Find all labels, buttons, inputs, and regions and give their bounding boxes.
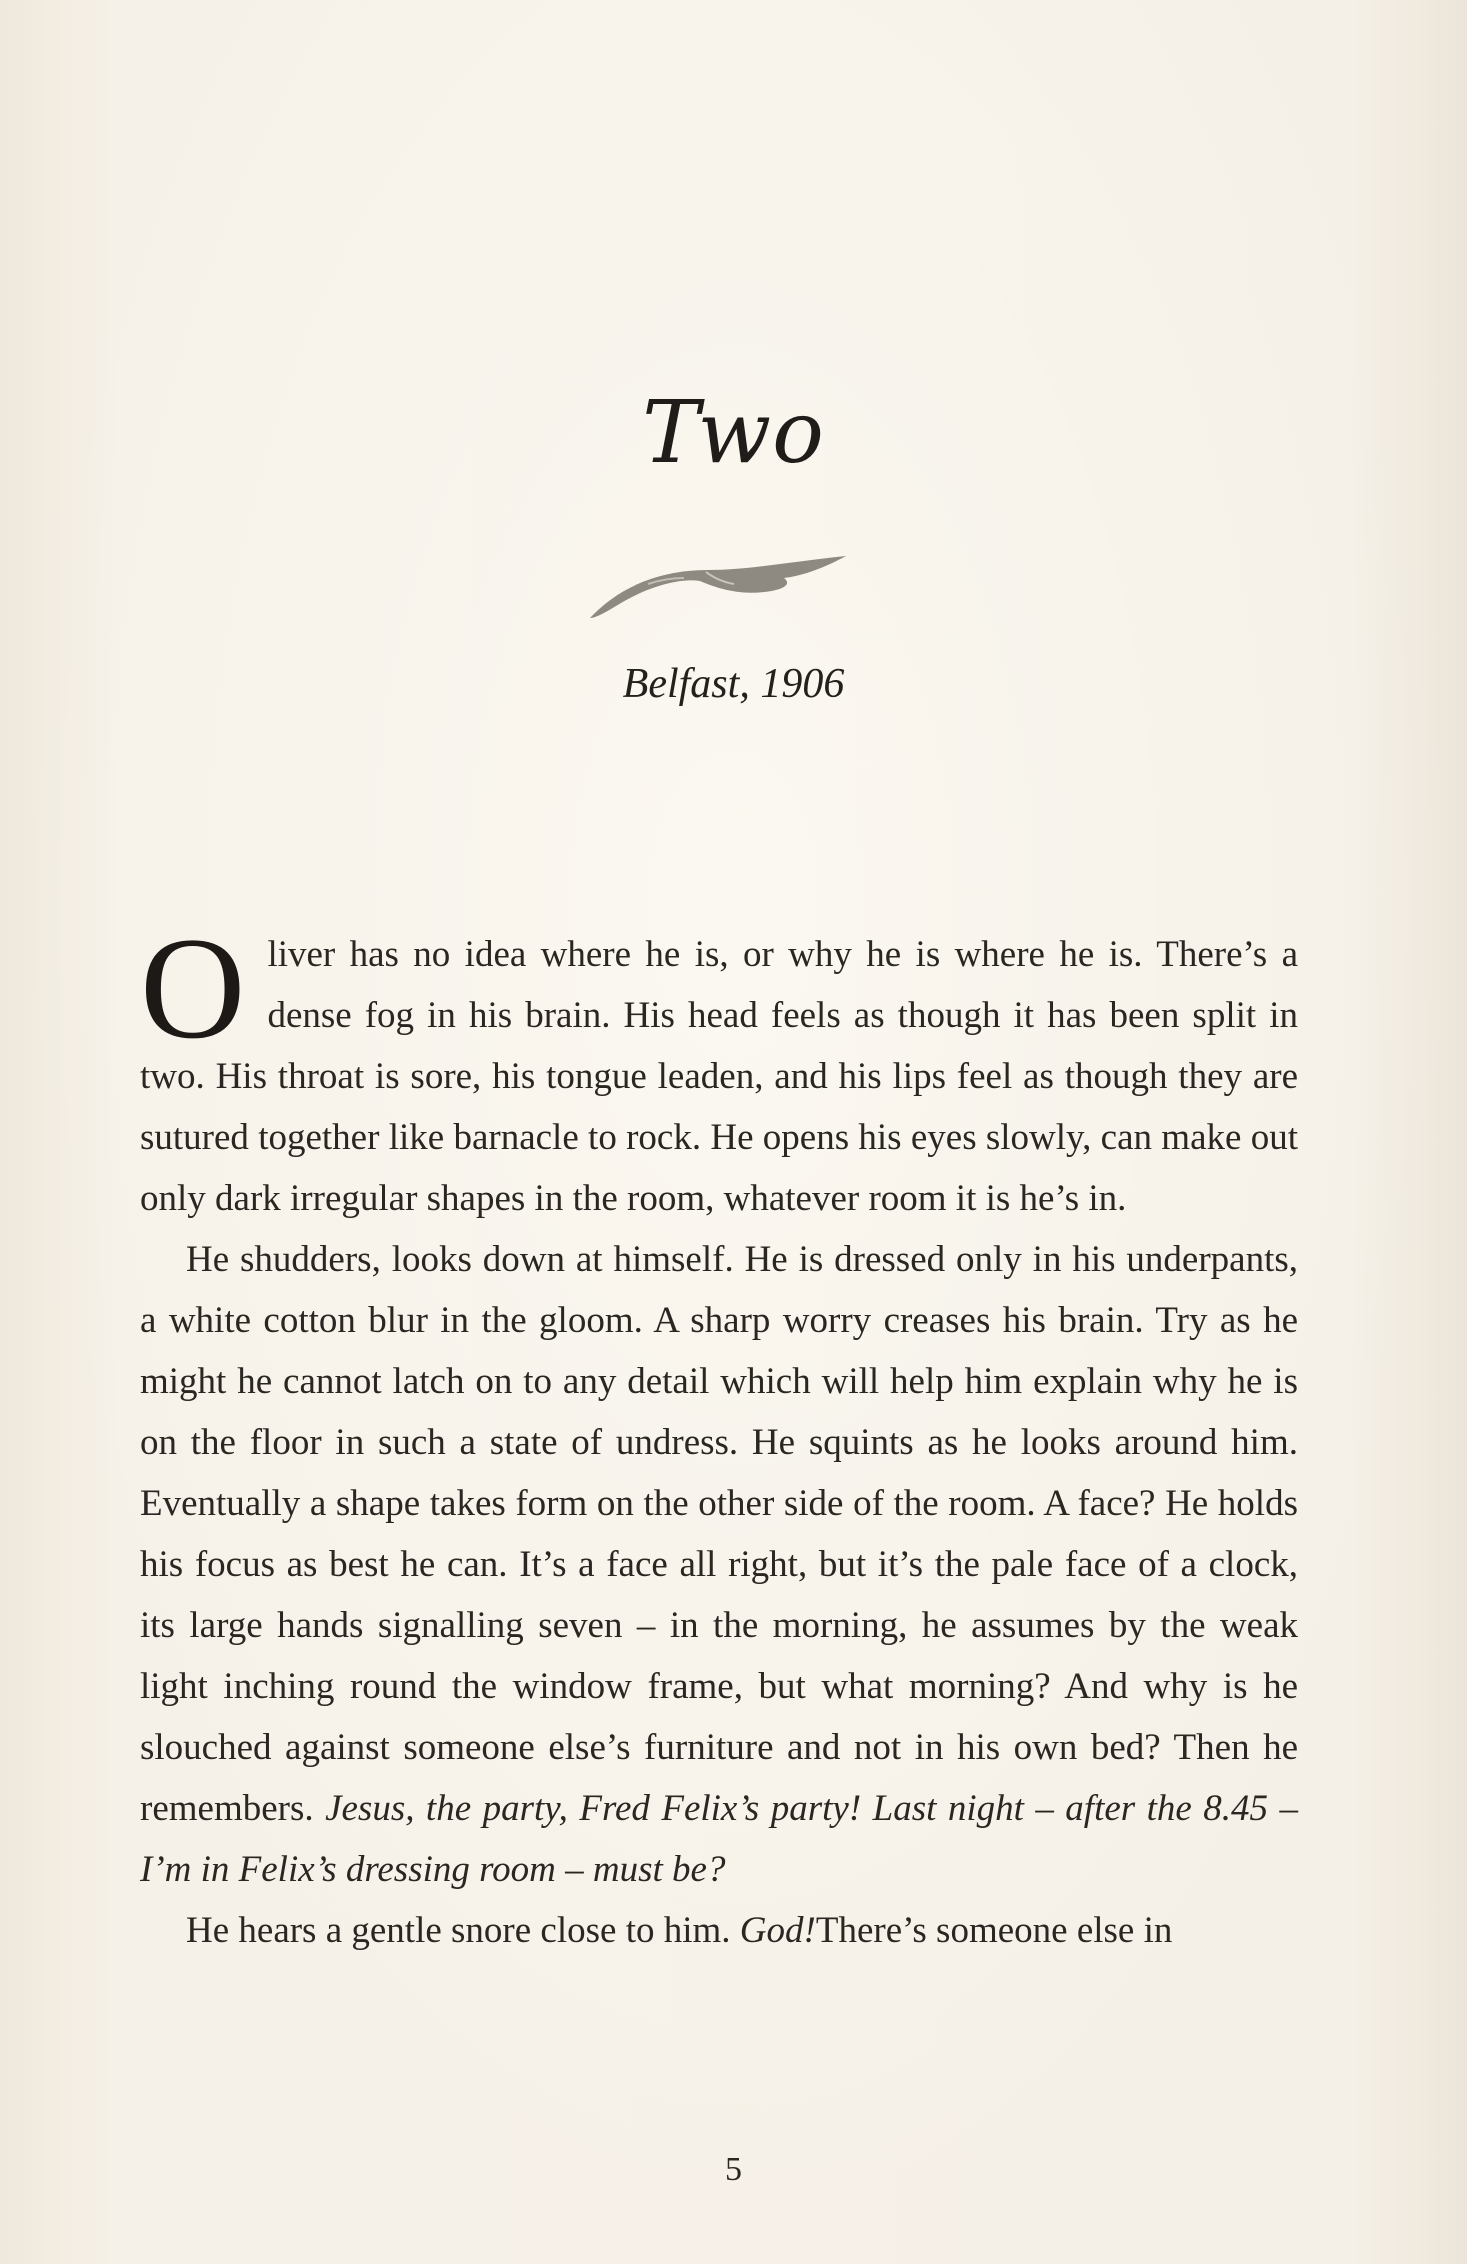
- paragraph-2-italic: Jesus, the party, Fred Felix’s party! Last night – after the 8.45 – I’m in Felix’s dressing room – must be?: [140, 1788, 1298, 1890]
- paragraph-1: [140, 907, 1298, 1229]
- chapter-subtitle: Belfast, 1906: [622, 661, 845, 707]
- drop-cap: O: [140, 907, 246, 1069]
- paragraph-3: [140, 1900, 1298, 1961]
- paragraph-2-text: He shudders, looks down at himself. He is dressed only in his underpants, a white cotton blur in the gloom. A sharp worry creases his brain. Try as he might he cannot latch on to any detail which will help him explain why he is on the floor in such a state of undress. He squints as he looks around him. Eventually a shape takes form on the other side of the room. A face? He holds his focus as best he can. It’s a face all right, but it’s the pale face of a clock, its large hands signalling seven – in the morning, he assumes by the weak light inching round the window frame, but what morning? And why is he slouched against someone else’s furniture and not in his own bed? Then he remembers.: [140, 1239, 1298, 1829]
- paragraph-3-italic: God!: [739, 1910, 816, 1951]
- feather-ornament-icon: [588, 548, 850, 620]
- paragraph-3-text-b: There’s someone else in: [815, 1910, 1173, 1951]
- chapter-title: Two: [642, 383, 825, 483]
- paragraph-2: [140, 1229, 1298, 1900]
- body-text: [140, 907, 1298, 1961]
- paragraph-3-text-a: He hears a gentle snore close to him.: [186, 1910, 731, 1951]
- page-number: 5: [725, 2151, 742, 2188]
- paragraph-1-text: liver has no idea where he is, or why he is where he is. There’s a dense fog in his brain. His head feels as though it has been split in two. His throat is sore, his tongue leaden, and his lips feel as though they are sutured together like barnacle to rock. He opens his eyes slowly, can make out only dark irregular shapes in the room, whatever room it is he’s in.: [140, 934, 1298, 1219]
